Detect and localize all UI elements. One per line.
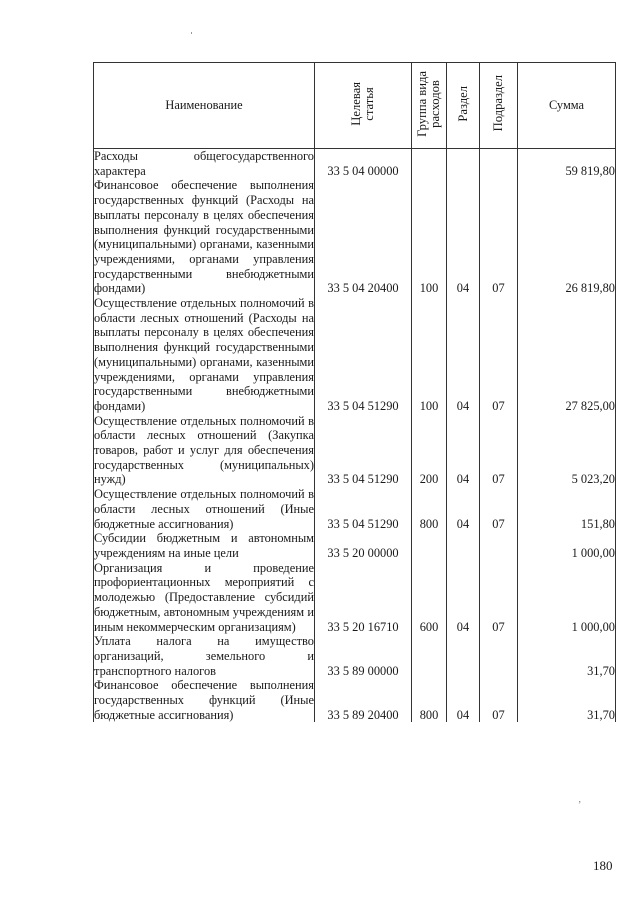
cell-target-article: 33 5 04 00000	[315, 149, 412, 179]
cell-name: Осуществление отдельных полномочий в области лесных отношений (Расходы на выплаты персоналу в целях обеспечения выполнения функций государственными (муниципальными) органами, казенными учреждениями, органами управления государственными внебюджетными фондами)	[94, 296, 314, 413]
table-row	[94, 149, 616, 179]
cell-subsection	[480, 149, 518, 179]
table-row	[94, 414, 616, 488]
cell-section: 04	[447, 414, 480, 488]
cell-expense-group	[412, 531, 447, 560]
table-row	[94, 531, 616, 560]
cell-section: 04	[447, 561, 480, 635]
table-row	[94, 487, 616, 531]
cell-subsection: 07	[480, 561, 518, 635]
cell-name: Расходы общегосударственного характера	[94, 149, 314, 178]
budget-table	[93, 62, 616, 722]
cell-expense-group: 100	[412, 296, 447, 414]
cell-target-article: 33 5 04 51290	[315, 414, 412, 488]
cell-subsection: 07	[480, 678, 518, 722]
table-header-row	[94, 63, 616, 149]
cell-expense-group: 600	[412, 561, 447, 635]
table-row	[94, 561, 616, 635]
cell-name: Организация и проведение профориентационных мероприятий с молодежью (Предоставление субсидий бюджетным, автономным учреждениям и иным некоммерческим организациям)	[94, 560, 314, 634]
header-subsection: Подраздел	[480, 63, 518, 149]
cell-section	[447, 531, 480, 560]
cell-section: 04	[447, 178, 480, 296]
cell-sum: 1 000,00	[518, 531, 616, 560]
cell-sum: 1 000,00	[518, 561, 616, 635]
cell-target-article: 33 5 20 00000	[315, 531, 412, 560]
cell-target-article: 33 5 20 16710	[315, 561, 412, 635]
cell-sum: 26 819,80	[518, 178, 616, 296]
cell-name: Финансовое обеспечение выполнения государственных функций (Иные бюджетные ассигнования)	[94, 678, 314, 722]
cell-section	[447, 149, 480, 179]
header-expense-group: Группа вида расходов	[412, 63, 447, 149]
cell-section: 04	[447, 487, 480, 531]
cell-expense-group: 200	[412, 414, 447, 488]
cell-subsection: 07	[480, 487, 518, 531]
cell-sum: 31,70	[518, 678, 616, 722]
table-row	[94, 296, 616, 414]
cell-target-article: 33 5 89 00000	[315, 634, 412, 678]
cell-section: 04	[447, 296, 480, 414]
header-target-article: Целевая статья	[315, 63, 412, 149]
cell-sum: 31,70	[518, 634, 616, 678]
cell-subsection: 07	[480, 414, 518, 488]
cell-target-article: 33 5 04 51290	[315, 296, 412, 414]
cell-sum: 27 825,00	[518, 296, 616, 414]
cell-name: Финансовое обеспечение выполнения государственных функций (Расходы на выплаты персоналу в целях обеспечения выполнения функций государственными (муниципальными) органами, казенными учреждениями, органами управления государственными внебюджетными фондами)	[94, 178, 314, 296]
cell-section	[447, 634, 480, 678]
cell-target-article: 33 5 89 20400	[315, 678, 412, 722]
table-row	[94, 678, 616, 722]
cell-section: 04	[447, 678, 480, 722]
cell-expense-group: 800	[412, 678, 447, 722]
cell-subsection	[480, 634, 518, 678]
page-number: 180	[593, 858, 613, 873]
cell-subsection: 07	[480, 178, 518, 296]
table-row	[94, 634, 616, 678]
cell-name: Уплата налога на имущество организаций, земельного и транспортного налогов	[94, 634, 314, 678]
header-name: Наименование	[94, 63, 315, 149]
cell-expense-group: 800	[412, 487, 447, 531]
header-sum: Сумма	[518, 63, 616, 149]
cell-sum: 5 023,20	[518, 414, 616, 488]
cell-name: Субсидии бюджетным и автономным учреждениям на иные цели	[94, 531, 314, 560]
cell-name: Осуществление отдельных полномочий в области лесных отношений (Иные бюджетные ассигнования)	[94, 487, 314, 531]
cell-expense-group: 100	[412, 178, 447, 296]
cell-target-article: 33 5 04 20400	[315, 178, 412, 296]
cell-sum: 59 819,80	[518, 149, 616, 179]
scan-mark	[191, 32, 192, 34]
scan-mark-small: ʼ	[578, 800, 582, 811]
cell-subsection	[480, 531, 518, 560]
cell-subsection: 07	[480, 296, 518, 414]
cell-target-article: 33 5 04 51290	[315, 487, 412, 531]
header-section: Раздел	[447, 63, 480, 149]
cell-expense-group	[412, 634, 447, 678]
cell-sum: 151,80	[518, 487, 616, 531]
cell-expense-group	[412, 149, 447, 179]
table-row	[94, 178, 616, 296]
cell-name: Осуществление отдельных полномочий в области лесных отношений (Закупка товаров, работ и услуг для обеспечения государственных (муниципальных) нужд)	[94, 413, 314, 487]
